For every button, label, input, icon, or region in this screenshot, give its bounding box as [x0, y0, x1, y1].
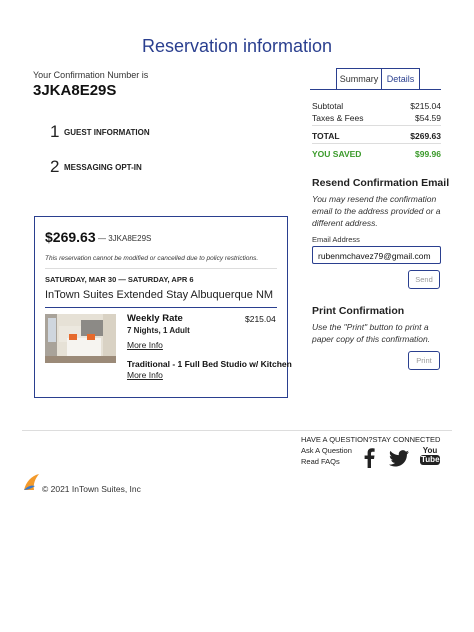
tab-summary[interactable]: Summary: [336, 68, 382, 89]
intown-logo: [22, 472, 42, 497]
step-messaging-opt-in[interactable]: [50, 157, 142, 177]
hotel-name: InTown Suites Extended Stay Albuquerque NM: [45, 289, 274, 301]
send-button[interactable]: Send: [408, 270, 440, 289]
summary-tabs: [310, 68, 441, 90]
ask-question-link[interactable]: Ask A Question: [301, 446, 352, 455]
step-label: GUEST INFORMATION: [64, 127, 150, 137]
saved-value: $99.96: [415, 149, 441, 159]
room-photo: [45, 314, 116, 363]
email-label: Email Address: [312, 235, 360, 244]
twitter-icon[interactable]: [389, 450, 409, 472]
footer-divider: [22, 430, 452, 431]
saved-row: [312, 149, 441, 159]
youtube-icon[interactable]: [420, 446, 440, 465]
taxes-value: $54.59: [415, 113, 441, 123]
card-total-price: $269.63: [45, 229, 96, 245]
divider: [45, 268, 277, 269]
resend-note: You may resend the confirmation email to the address provided or a different address.: [312, 194, 441, 228]
tab-details[interactable]: Details: [381, 68, 420, 89]
more-info-link[interactable]: More Info: [127, 340, 163, 350]
footer-heading: HAVE A QUESTION?STAY CONNECTED: [301, 435, 441, 444]
total-value: $269.63: [410, 131, 441, 141]
nights-guests: 7 Nights, 1 Adult: [127, 326, 190, 335]
step-label: MESSAGING OPT-IN: [64, 162, 142, 172]
policy-text: This reservation cannot be modified or cancelled due to policy restrictions.: [45, 255, 259, 262]
more-info-link[interactable]: More Info: [127, 370, 163, 380]
divider: [312, 143, 441, 144]
facebook-icon[interactable]: [362, 448, 376, 473]
copyright: © 2021 InTown Suites, Inc: [42, 484, 141, 494]
resend-heading: Resend Confirmation Email: [312, 177, 450, 189]
total-row: [312, 131, 441, 141]
page-title: Reservation information: [141, 36, 333, 56]
subtotal-value: $215.04: [410, 101, 441, 111]
step-number: 1: [50, 122, 60, 141]
card-confirmation: — 3JKA8E29S: [98, 234, 152, 243]
read-faqs-link[interactable]: Read FAQs: [301, 457, 340, 466]
print-note: Use the "Print" button to print a paper copy of this confirmation.: [312, 322, 431, 344]
rate-price: $215.04: [245, 314, 276, 324]
step-number: 2: [50, 157, 60, 176]
stay-dates: SATURDAY, MAR 30 — SATURDAY, APR 6: [45, 275, 194, 284]
print-button[interactable]: Print: [408, 351, 440, 370]
saved-label: YOU SAVED: [312, 149, 362, 159]
divider: [45, 307, 277, 308]
youtube-top-text: You: [422, 446, 438, 455]
subtotal-label: Subtotal: [312, 101, 344, 111]
taxes-row: [312, 113, 441, 123]
step-guest-information[interactable]: [50, 122, 150, 142]
total-label: TOTAL: [312, 131, 340, 141]
rate-name: Weekly Rate: [127, 313, 183, 324]
room-type: Traditional - 1 Full Bed Studio w/ Kitchen: [127, 359, 292, 369]
youtube-bottom-text: Tube: [421, 455, 440, 464]
subtotal-row: [312, 101, 441, 111]
email-field[interactable]: rubenmchavez79@gmail.com: [312, 246, 441, 264]
confirmation-number: 3JKA8E29S: [33, 82, 117, 99]
divider: [312, 125, 441, 126]
confirmation-label: Your Confirmation Number is: [33, 70, 149, 80]
taxes-label: Taxes & Fees: [312, 113, 364, 123]
print-heading: Print Confirmation: [312, 305, 405, 317]
